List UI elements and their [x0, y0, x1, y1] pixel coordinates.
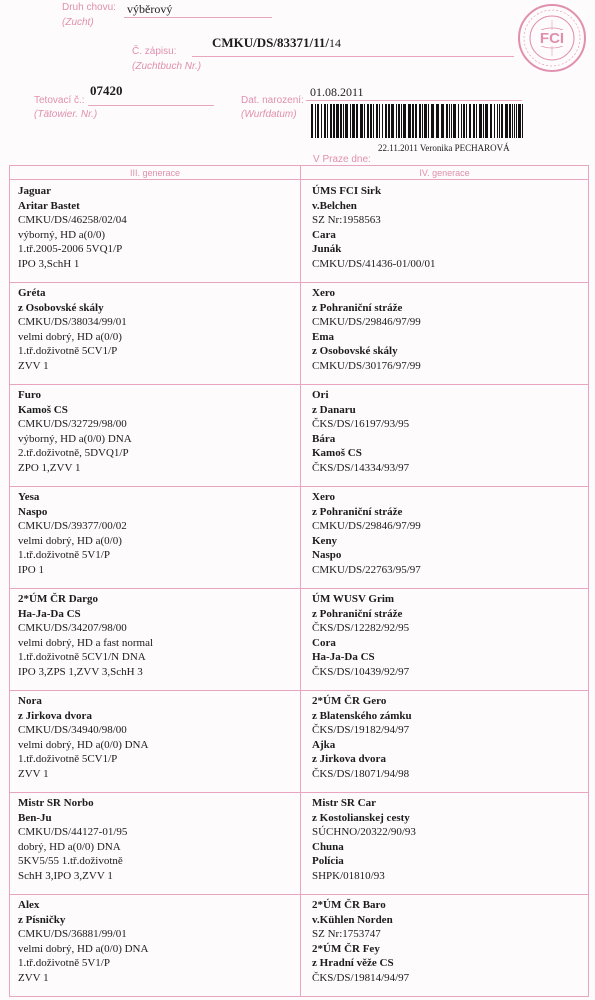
ancestor-detail-line: SHPK/01810/93 [312, 869, 385, 882]
gen3-ancestor-entry [18, 694, 148, 782]
registration-number [212, 35, 341, 51]
ancestor-detail-line: ČKS/DS/16197/93/95 [312, 418, 410, 431]
ancestor-detail-line: 1.tř.doživotně 5CV1/P [18, 753, 118, 766]
barcode-bar [336, 104, 339, 138]
ancestor-name-line: 2*ÚM ČR Gero [312, 695, 387, 707]
ancestor-name-line: Keny [312, 534, 338, 547]
barcode-bar [431, 104, 434, 138]
tattoo-value: 07420 [90, 83, 123, 98]
barcode-bar [461, 104, 462, 138]
ancestor-name-line: Bára [312, 432, 336, 445]
barcode-bar [379, 104, 380, 138]
ancestor-detail-line: 1.tř.doživotně 5CV1/P [18, 345, 118, 358]
barcode [311, 104, 525, 138]
ancestor-detail-line: 5KV5/55 1.tř.doživotně [18, 855, 123, 868]
gen3-ancestor-entry [18, 796, 127, 884]
barcode-bar [360, 104, 363, 138]
barcode-bar [463, 104, 465, 138]
gen4-ancestor-entry [312, 184, 435, 272]
barcode-bar [428, 104, 429, 138]
barcode-bar [343, 104, 344, 138]
barcode-bar [449, 104, 450, 138]
barcode-bar [469, 104, 471, 138]
ancestor-name-line: v.Belchen [312, 199, 357, 212]
barcode-bar [483, 104, 484, 138]
registration-number-suffix: 14 [329, 36, 342, 50]
ancestor-detail-line: CMKU/DS/30176/97/99 [312, 359, 421, 372]
ancestor-name-line: z Osobovské skály [18, 301, 104, 314]
barcode-bar [367, 104, 369, 138]
barcode-bar [364, 104, 365, 138]
ancestor-name-line: Ori [312, 389, 329, 401]
ancestor-name-line: z Blatenského zámku [312, 709, 412, 722]
barcode-bar [398, 104, 400, 138]
ancestor-detail-line: CMKU/DS/44127-01/95 [18, 826, 128, 839]
barcode-bar [388, 104, 390, 138]
barcode-bar [327, 104, 328, 138]
ancestor-name-line: Ema [312, 330, 334, 343]
ancestor-detail-line: ZPO 1,ZVV 1 [18, 461, 81, 474]
ancestor-detail-line: výborný, HD a(0/0) [18, 228, 106, 241]
barcode-bar [424, 104, 427, 138]
barcode-bar [501, 104, 503, 138]
gen3-ancestor-entry [18, 184, 127, 272]
column-divider [300, 166, 301, 996]
ancestor-detail-line: 1.tř.doživotně 5V1/P [18, 957, 110, 970]
ancestor-name-line: Ben-Ju [18, 811, 52, 824]
gen4-ancestor-entry [312, 796, 416, 884]
ancestor-name-line: Polícia [312, 855, 344, 868]
barcode-bar [499, 104, 500, 138]
gen4-ancestor-entry [312, 388, 409, 476]
ancestor-detail-line: SÚCHNO/20322/90/93 [312, 826, 416, 839]
ancestor-detail-line: CMKU/DS/34207/98/00 [18, 622, 127, 635]
tattoo-underline [88, 105, 214, 106]
ancestor-detail-line: ČKS/DS/12282/92/95 [312, 622, 410, 635]
ancestor-name-line: 2*ÚM ČR Baro [312, 899, 386, 911]
ancestor-detail-line: CMKU/DS/36881/99/01 [18, 928, 127, 941]
ancestor-detail-line: dobrý, HD a(0/0) DNA [18, 840, 121, 853]
studbook-underline [192, 56, 514, 57]
barcode-bar [466, 104, 467, 138]
row-divider [10, 894, 588, 895]
ancestor-detail-line: SchH 3,IPO 3,ZVV 1 [18, 869, 113, 882]
ancestor-name-line: Kamoš CS [18, 403, 68, 416]
dob-underline [306, 100, 522, 101]
ancestor-detail-line: velmi dobrý, HD a(0/0) DNA [18, 942, 149, 955]
barcode-bar [391, 104, 394, 138]
ancestor-name-line: Cara [312, 228, 336, 241]
ancestor-detail-line: SZ Nr:1958563 [312, 214, 381, 227]
ancestor-name-line: Mistr SR Norbo [18, 797, 94, 809]
barcode-bar [376, 104, 378, 138]
ancestor-detail-line: ZVV 1 [18, 971, 49, 984]
ancestor-name-line: ÚM WUSV Grim [312, 593, 395, 605]
barcode-bar [321, 104, 322, 138]
ancestor-detail-line: ČKS/DS/18071/94/98 [312, 767, 410, 780]
barcode-bar [311, 104, 313, 138]
barcode-bar [415, 104, 417, 138]
gen3-ancestor-entry [18, 898, 148, 986]
ancestor-name-line: Aritar Bastet [18, 199, 80, 212]
ancestor-detail-line: ČKS/DS/19182/94/97 [312, 724, 410, 737]
barcode-bar [382, 104, 383, 138]
studbook-label-de: (Zuchtbuch Nr.) [132, 61, 202, 72]
ancestor-name-line: z Danaru [312, 403, 356, 416]
ancestor-name-line: Jaguar [18, 185, 51, 197]
ancestor-detail-line: ČKS/DS/10439/92/97 [312, 665, 410, 678]
breed-underline [124, 17, 272, 18]
ancestor-detail-line: velmi dobrý, HD a fast normal [18, 636, 154, 649]
tattoo-label-de: (Tätowier. Nr.) [34, 109, 98, 120]
barcode-bar [401, 104, 402, 138]
gen4-ancestor-entry [312, 898, 409, 986]
ancestor-detail-line: velmi dobrý, HD a(0/0) DNA [18, 738, 149, 751]
ancestor-name-line: Naspo [312, 549, 342, 562]
gen4-ancestor-entry [312, 490, 421, 578]
ancestor-name-line: v.Kühlen Norden [312, 913, 393, 926]
row-divider [10, 282, 588, 283]
ancestor-detail-line: ZVV 1 [18, 359, 49, 372]
barcode-bar [490, 104, 492, 138]
barcode-bar [522, 104, 523, 138]
ancestor-name-line: Naspo [18, 505, 48, 518]
row-divider [10, 384, 588, 385]
ancestor-name-line: 2*ÚM ČR Fey [312, 942, 380, 955]
ancestor-detail-line: 1.tř.doživotně 5CV1/N DNA [18, 651, 146, 664]
barcode-bar [441, 104, 444, 138]
ancestor-detail-line: CMKU/DS/29846/97/99 [312, 520, 421, 533]
barcode-bar [324, 104, 326, 138]
column-header-gen4: IV. generace [301, 166, 588, 180]
dob-label: Dat. narození: [241, 95, 304, 106]
ancestor-detail-line: IPO 1 [18, 563, 44, 576]
barcode-bar [451, 104, 452, 138]
ancestor-detail-line: 1.tř.2005-2006 5VQ1/P [18, 243, 123, 256]
pedigree-table [9, 165, 589, 997]
ancestor-detail-line: CMKU/DS/39377/00/02 [18, 520, 127, 533]
barcode-bar [340, 104, 342, 138]
barcode-bar [505, 104, 508, 138]
ancestor-name-line: Xero [312, 491, 336, 503]
ancestor-name-line: Cora [312, 636, 336, 649]
ancestor-name-line: z Pohraniční stráže [312, 505, 403, 518]
ancestor-name-line: z Pohraniční stráže [312, 607, 403, 620]
barcode-bar [485, 104, 488, 138]
gen3-ancestor-entry [18, 388, 132, 476]
barcode-bar [373, 104, 374, 138]
ancestor-name-line: Alex [18, 899, 40, 911]
ancestor-detail-line: CMKU/DS/34940/98/00 [18, 724, 127, 737]
ancestor-detail-line: ČKS/DS/19814/94/97 [312, 971, 410, 984]
barcode-bar [473, 104, 475, 138]
barcode-bar [518, 104, 521, 138]
barcode-bar [509, 104, 511, 138]
barcode-bar [352, 104, 355, 138]
ancestor-detail-line: IPO 3,ZPS 1,ZVV 3,SchH 3 [18, 665, 143, 678]
registration-number-main: CMKU/DS/83371/11/ [212, 35, 330, 50]
barcode-bar [479, 104, 482, 138]
ancestor-detail-line: CMKU/DS/38034/99/01 [18, 316, 127, 329]
gen3-ancestor-entry [18, 286, 127, 374]
ancestor-name-line: z Jirkova dvora [18, 709, 92, 722]
ancestor-name-line: z Kostolianskej cesty [312, 811, 410, 824]
ancestor-name-line: Kamoš CS [312, 447, 362, 460]
ancestor-name-line: Furo [18, 389, 42, 401]
dob-value: 01.08.2011 [310, 85, 364, 99]
ancestor-detail-line: velmi dobrý, HD a(0/0) [18, 330, 122, 343]
barcode-bar [497, 104, 498, 138]
place-date-label: V Praze dne: [313, 154, 371, 165]
row-divider [10, 588, 588, 589]
barcode-bar [446, 104, 448, 138]
ancestor-detail-line: CMKU/DS/22763/95/97 [312, 563, 421, 576]
barcode-bar [412, 104, 414, 138]
row-divider [10, 792, 588, 793]
barcode-bar [385, 104, 387, 138]
barcode-bar [422, 104, 423, 138]
seal-text: FCI [539, 30, 565, 47]
ancestor-name-line: Yesa [18, 491, 40, 503]
ancestor-name-line: Ha-Ja-Da CS [18, 607, 81, 620]
barcode-bar [345, 104, 348, 138]
barcode-bar [396, 104, 397, 138]
ancestor-detail-line: CMKU/DS/46258/02/04 [18, 214, 127, 227]
ancestor-name-line: Chuna [312, 840, 344, 853]
barcode-bar [494, 104, 495, 138]
gen4-ancestor-entry [312, 286, 421, 374]
ancestor-name-line: Gréta [18, 287, 46, 299]
barcode-bar [514, 104, 515, 138]
barcode-bar [458, 104, 459, 138]
barcode-bar [408, 104, 411, 138]
gen3-ancestor-entry [18, 490, 127, 578]
ancestor-name-line: 2*ÚM ČR Dargo [18, 593, 99, 605]
ancestor-detail-line: CMKU/DS/32729/98/00 [18, 418, 127, 431]
barcode-bar [370, 104, 372, 138]
ancestor-name-line: Junák [312, 243, 342, 256]
barcode-bar [516, 104, 517, 138]
barcode-bar [330, 104, 332, 138]
breed-label-de: (Zucht) [62, 17, 94, 28]
ancestor-name-line: ÚMS FCI Sirk [312, 185, 382, 197]
barcode-bar [476, 104, 477, 138]
fci-seal [516, 2, 588, 74]
ancestor-name-line: z Osobovské skály [312, 345, 398, 358]
ancestor-name-line: z Písničky [18, 913, 66, 926]
breed-label: Druh chovu: [62, 2, 116, 13]
column-header-gen3: III. generace [10, 166, 300, 180]
barcode-bar [436, 104, 439, 138]
ancestor-detail-line: velmi dobrý, HD a(0/0) [18, 534, 122, 547]
ancestor-detail-line: ZVV 1 [18, 767, 49, 780]
ancestor-name-line: z Hradní věže CS [312, 957, 394, 970]
tattoo-label: Tetovací č.: [34, 95, 85, 106]
breed-value: výběrový [127, 2, 173, 16]
barcode-bar [317, 104, 319, 138]
row-divider [10, 486, 588, 487]
ancestor-name-line: z Pohraniční stráže [312, 301, 403, 314]
barcode-bar [315, 104, 316, 138]
barcode-bar [419, 104, 421, 138]
gen4-ancestor-entry [312, 694, 412, 782]
ancestor-name-line: Mistr SR Car [312, 797, 376, 809]
ancestor-detail-line: CMKU/DS/41436-01/00/01 [312, 257, 436, 270]
ancestor-name-line: Xero [312, 287, 336, 299]
gen3-ancestor-entry [18, 592, 153, 680]
ancestor-detail-line: 2.tř.doživotně, 5DVQ1/P [18, 447, 129, 460]
ancestor-name-line: Nora [18, 695, 42, 707]
ancestor-detail-line: ČKS/DS/14334/93/97 [312, 461, 410, 474]
ancestor-detail-line: CMKU/DS/29846/97/99 [312, 316, 421, 329]
ancestor-name-line: Ajka [312, 738, 336, 751]
studbook-label: Č. zápisu: [132, 46, 177, 57]
barcode-bar [350, 104, 351, 138]
ancestor-detail-line: IPO 3,SchH 1 [18, 257, 80, 270]
row-divider [10, 690, 588, 691]
barcode-bar [512, 104, 513, 138]
ancestor-name-line: Ha-Ja-Da CS [312, 651, 375, 664]
ancestor-name-line: z Jirkova dvora [312, 753, 386, 766]
barcode-bar [403, 104, 406, 138]
issue-note: 22.11.2011 Veronika PECHAROVÁ [378, 143, 510, 153]
barcode-bar [453, 104, 456, 138]
barcode-bar [333, 104, 335, 138]
gen4-ancestor-entry [312, 592, 409, 680]
barcode-bar [356, 104, 358, 138]
ancestor-detail-line: 1.tř.doživotně 5V1/P [18, 549, 110, 562]
dob-label-de: (Wurfdatum) [241, 109, 297, 120]
ancestor-detail-line: SZ Nr:1753747 [312, 928, 381, 941]
ancestor-detail-line: výborný, HD a(0/0) DNA [18, 432, 132, 445]
